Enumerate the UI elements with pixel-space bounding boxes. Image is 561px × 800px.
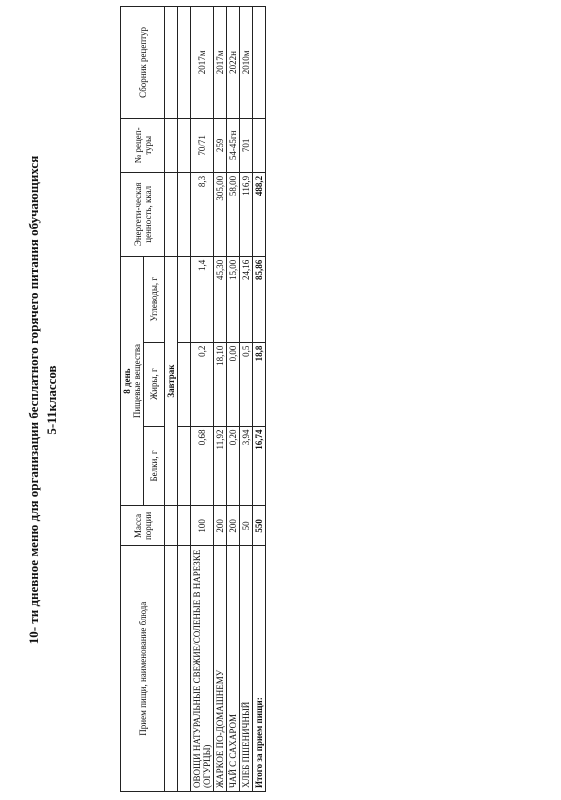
dish-recipe: 54-45гн — [227, 118, 240, 172]
dish-carbs: 15,00 — [227, 256, 240, 342]
total-fat: 18,8 — [253, 342, 266, 426]
total-protein: 16,74 — [253, 426, 266, 506]
dish-fat: 0,00 — [227, 342, 240, 426]
dish-collection: 2017м — [214, 7, 227, 119]
header-dish: Прием пищи, наименование блюда — [121, 546, 165, 792]
dish-protein: 3,94 — [240, 426, 253, 506]
dish-collection: 2022н — [227, 7, 240, 119]
header-energy: Энергети-ческая ценность, ккал — [121, 172, 165, 256]
header-mass: Масса порции — [121, 506, 165, 546]
dish-collection: 2017м — [191, 7, 214, 119]
dish-protein: 0,68 — [191, 426, 214, 506]
total-label: Итого за прием пищи: — [253, 546, 266, 792]
dish-name: ОВОЩИ НАТУРАЛЬНЫЕ СВЕЖИЕ/СОЛЕНЫЕ В НАРЕЗКЕ (ОГУРЦЫ) — [191, 546, 214, 792]
dish-carbs: 1,4 — [191, 256, 214, 342]
header-carbs: Углеводы, г — [144, 256, 165, 342]
dish-mass: 50 — [240, 506, 253, 546]
dish-fat: 0,2 — [191, 342, 214, 426]
dish-name: ХЛЕБ ПШЕНИЧНЫЙ — [240, 546, 253, 792]
dish-carbs: 45,30 — [214, 256, 227, 342]
dish-energy: 8,3 — [191, 172, 214, 256]
dish-mass: 200 — [227, 506, 240, 546]
dish-recipe: 701 — [240, 118, 253, 172]
header-collection: Сборник рецептур — [121, 7, 165, 119]
dish-recipe: 259 — [214, 118, 227, 172]
dish-mass: 100 — [191, 506, 214, 546]
table-row — [227, 7, 240, 792]
dish-energy: 305,00 — [214, 172, 227, 256]
header-protein: Белки, г — [144, 426, 165, 506]
dish-recipe: 70/71 — [191, 118, 214, 172]
dish-carbs: 24,16 — [240, 256, 253, 342]
header-fat: Жиры, г — [144, 342, 165, 426]
dish-protein: 11,92 — [214, 426, 227, 506]
menu-table — [120, 6, 266, 792]
dish-name: ЖАРКОЕ ПО-ДОМАШНЕМУ — [214, 546, 227, 792]
header-recipe: № рецеп-туры — [121, 118, 165, 172]
page-subtitle: 5-11классов — [44, 365, 59, 435]
total-carbs: 85,86 — [253, 256, 266, 342]
dish-collection: 2010м — [240, 7, 253, 119]
dish-protein: 0,20 — [227, 426, 240, 506]
dish-fat: 18,10 — [214, 342, 227, 426]
spacer-row — [178, 7, 191, 792]
table-header-row — [121, 7, 144, 792]
dish-name: ЧАЙ С САХАРОМ — [227, 546, 240, 792]
dish-fat: 0,5 — [240, 342, 253, 426]
table-row — [240, 7, 253, 792]
header-nutrients — [121, 256, 144, 506]
day-label: 8 день — [122, 368, 132, 394]
table-row — [214, 7, 227, 792]
total-row — [253, 7, 266, 792]
header-nutrients-label: Пищевые вещества — [132, 343, 142, 419]
total-mass: 550 — [253, 506, 266, 546]
total-energy: 488,2 — [253, 172, 266, 256]
table-row — [191, 7, 214, 792]
dish-energy: 58,00 — [227, 172, 240, 256]
dish-energy: 116,9 — [240, 172, 253, 256]
meal-row — [165, 7, 178, 792]
page-title: 10- ти дневное меню для организации бесплатного горячего питания обучающихся — [26, 155, 41, 645]
dish-mass: 200 — [214, 506, 227, 546]
meal-label: Завтрак — [165, 256, 178, 506]
